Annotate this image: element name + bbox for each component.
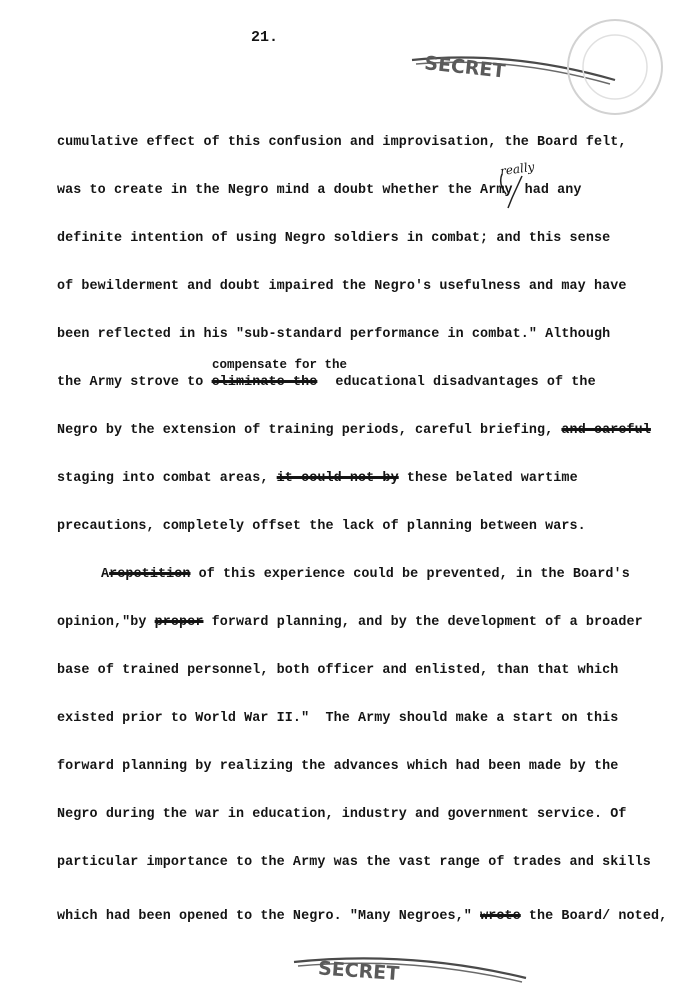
text-line: opinion,"by proper forward planning, and by the development of a broader [57, 615, 643, 630]
text-line: forward planning by realizing the advances which had been made by the [57, 759, 619, 774]
struck-text: it could not by [276, 471, 399, 486]
text-line: base of trained personnel, both officer and enlisted, than that which [57, 663, 619, 678]
text-line: Arepetition of this experience could be prevented, in the Board's [101, 567, 630, 582]
struck-text: eliminate the [211, 375, 318, 390]
text-line: staging into combat areas, it could not by these belated wartime [57, 471, 578, 486]
faded-seal-stamp [560, 12, 670, 122]
struck-text: wrote [480, 909, 521, 924]
text-line: cumulative effect of this confusion and improvisation, the Board felt, [57, 135, 627, 150]
text-line: Negro during the war in education, industry and government service. Of [57, 807, 627, 822]
text-line: the Army strove to eliminate the educational disadvantages of the [57, 375, 596, 390]
svg-text:SECRET: SECRET [317, 957, 400, 986]
struck-text: and careful [561, 423, 651, 438]
struck-text: repetition [109, 567, 191, 582]
typed-insertion: compensate for the [212, 358, 348, 372]
text-line: existed prior to World War II." The Army should make a start on this [57, 711, 619, 726]
text-line: which had been opened to the Negro. "Many Negroes," wrote the Board/ noted, [57, 909, 668, 924]
text-line: precautions, completely offset the lack of planning between wars. [57, 519, 586, 534]
text-line: of bewilderment and doubt impaired the Negro's usefulness and may have [57, 279, 627, 294]
text-line: was to create in the Negro mind a doubt whether the Army had any [57, 183, 582, 198]
secret-stamp-bottom [290, 944, 530, 992]
svg-text:SECRET: SECRET [423, 52, 507, 83]
text-line: Negro by the extension of training periods, careful briefing, and careful [57, 423, 651, 438]
text-line: particular importance to the Army was the vast range of trades and skills [57, 855, 651, 870]
page-number: 21. [251, 29, 279, 46]
text-line: been reflected in his "sub-standard performance in combat." Although [57, 327, 611, 342]
struck-text: proper [154, 615, 204, 630]
text-line: definite intention of using Negro soldiers in combat; and this sense [57, 231, 611, 246]
handwritten-really: really [499, 159, 536, 179]
